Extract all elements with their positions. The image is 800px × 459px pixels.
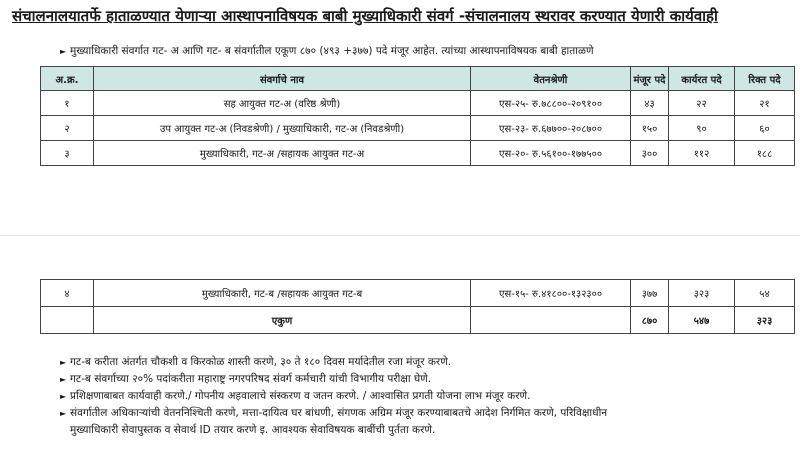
arrow-bullet-icon: ► bbox=[60, 47, 67, 56]
arrow-bullet-icon: ► bbox=[60, 375, 67, 384]
cell-sanctioned: १५० bbox=[631, 116, 669, 141]
table-row bbox=[41, 116, 795, 141]
list-item: ► प्रशिक्षणाबाबत कार्यवाही करणे./ गोपनीय अहवालाचे संस्करण व जतन करणे. / आश्वासित प्रगती योजना लाभ मंजूर करणे. bbox=[60, 388, 607, 405]
total-vacant: ३२३ bbox=[735, 307, 795, 334]
cell-working: २२ bbox=[669, 91, 735, 116]
header-sanctioned: मंजूर पदे bbox=[631, 67, 669, 91]
cell-pay-scale: एस-१५- रु.४१८००-१३२३०० bbox=[471, 280, 631, 307]
posts-table bbox=[40, 66, 795, 166]
header-cadre-name: संवर्गाचे नाव bbox=[94, 67, 471, 91]
cell-serial: ३ bbox=[41, 141, 94, 166]
cell-cadre-name: उप आयुक्त गट-अ (निवडश्रेणी) / मुख्याधिकारी, गट-अ (निवडश्रेणी) bbox=[94, 116, 471, 141]
table-row bbox=[41, 91, 795, 116]
cell-serial: ४ bbox=[41, 280, 94, 307]
list-item: ► गट-ब करीता अंतर्गत चौकशी व किरकोळ शास्ती करणे, ३० ते १८० दिवस मर्यादेतील रजा मंजूर करणे. bbox=[60, 354, 607, 371]
table-header-row bbox=[41, 67, 795, 91]
header-serial: अ.क्र. bbox=[41, 67, 94, 91]
arrow-bullet-icon: ► bbox=[60, 409, 67, 418]
total-row bbox=[41, 307, 795, 334]
table-row bbox=[41, 141, 795, 166]
cell-cadre-name: मुख्याधिकारी, गट-ब /सहायक आयुक्त गट-ब bbox=[94, 280, 471, 307]
cell-cadre-name: सह आयुक्त गट-अ (वरिष्ठ श्रेणी) bbox=[94, 91, 471, 116]
list-item: ► संवर्गातील अधिकाऱ्यांची वेतननिश्चिती करणे, मत्ता-दायित्व घर बांधणी, संगणक अग्रिम मंजूर करण्याबाबतचे आदेश निर्गमित करणे, परिविक्षाधीन bbox=[60, 405, 607, 422]
cell-empty bbox=[41, 307, 94, 334]
cell-vacant: ६० bbox=[735, 116, 795, 141]
cell-cadre-name: मुख्याधिकारी, गट-अ /सहायक आयुक्त गट-अ bbox=[94, 141, 471, 166]
page-title: संचालनालयातर्फे हाताळण्यात येणाऱ्या आस्थापनाविषयक बाबी मुख्याधिकारी संवर्ग -संचालनालय स्थरावर करण्यात येणारी कार्यवाही bbox=[12, 7, 718, 25]
cell-empty bbox=[471, 307, 631, 334]
posts-table-continued bbox=[40, 279, 795, 334]
cell-sanctioned: ३०० bbox=[631, 141, 669, 166]
header-working: कार्यरत पदे bbox=[669, 67, 735, 91]
cell-pay-scale: एस-२३- रु.६७७००-२०८७०० bbox=[471, 116, 631, 141]
total-sanctioned: ८७० bbox=[631, 307, 669, 334]
arrow-bullet-icon: ► bbox=[60, 358, 67, 367]
notes-list bbox=[60, 354, 607, 439]
cell-vacant: २१ bbox=[735, 91, 795, 116]
cell-working: ३२३ bbox=[669, 280, 735, 307]
list-item-continuation: मुख्याधिकारी सेवापुस्तक व सेवार्थ ID तयार करणे इ. आवश्यक सेवाविषयक बाबींची पुर्तता करणे. bbox=[70, 424, 436, 436]
cell-working: ११२ bbox=[669, 141, 735, 166]
arrow-bullet-icon: ► bbox=[60, 392, 67, 401]
cell-pay-scale: एस-२०- रु.५६१००-१७७५०० bbox=[471, 141, 631, 166]
intro-text: मुख्याधिकारी संवर्गात गट- अ आणि गट- ब संवर्गातील एकूण ८७० (४९३ +३७७) पदे मंजूर आहेत. त्यांच्या आस्थापनाविषयक बाबी हाताळणे bbox=[70, 45, 594, 57]
header-pay-scale: वेतनश्रेणी bbox=[471, 67, 631, 91]
total-working: ५४७ bbox=[669, 307, 735, 334]
page-divider bbox=[0, 235, 800, 236]
cell-serial: २ bbox=[41, 116, 94, 141]
intro-line bbox=[60, 44, 594, 58]
total-label: एकुण bbox=[94, 307, 471, 334]
cell-sanctioned: ४३ bbox=[631, 91, 669, 116]
cell-sanctioned: ३७७ bbox=[631, 280, 669, 307]
cell-pay-scale: एस-२५- रु.७८८००-२०९१०० bbox=[471, 91, 631, 116]
cell-vacant: १८८ bbox=[735, 141, 795, 166]
table-row bbox=[41, 280, 795, 307]
cell-serial: १ bbox=[41, 91, 94, 116]
cell-working: ९० bbox=[669, 116, 735, 141]
header-vacant: रिक्त पदे bbox=[735, 67, 795, 91]
cell-vacant: ५४ bbox=[735, 280, 795, 307]
list-item: ► गट-ब संवर्गाच्या २०% पदांकरीता महाराष्ट्र नगरपरिषद संवर्ग कर्मचारी यांची विभागीय परीक्षा घेणे. bbox=[60, 371, 607, 388]
